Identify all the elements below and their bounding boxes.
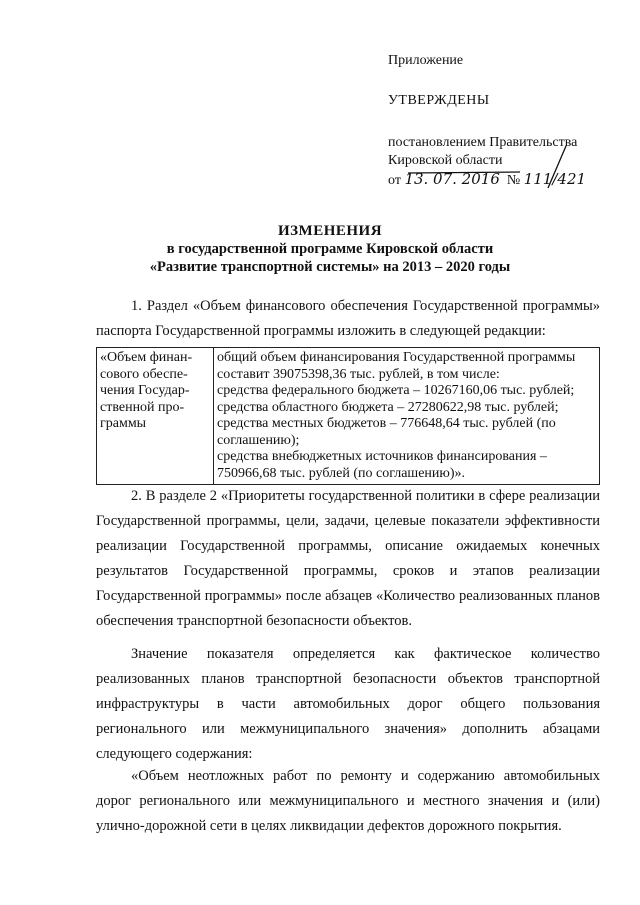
date-prefix: от: [388, 173, 401, 188]
financing-label-line: «Объем финан-: [100, 350, 193, 365]
financing-label-line: граммы: [100, 416, 147, 431]
financing-local: средства местных бюджетов – 776648,64 тыс. рублей (по соглашению);: [217, 416, 556, 448]
number-sign: №: [506, 173, 521, 188]
title-line-2: в государственной программе Кировской области: [166, 241, 494, 257]
title-line-3: «Развитие транспортной системы» на 2013 – 2020 годы: [149, 259, 511, 275]
decree-date-number: [388, 170, 618, 190]
paragraph-2: 2. В разделе 2 «Приоритеты государственной политики в сфере реализации Государственной программы, цели, задачи, целевые показатели эффективности реализации Государственной программы, описание ожидаемых конечных результатов Государственной программы, сроков и этапов реализации Государственной программы» после абзацев «Количество реализованных планов обеспечения транспортной безопасности объектов.: [96, 488, 600, 629]
financing-label-line: сового обеспе-: [100, 366, 188, 382]
paragraph-1: 1. Раздел «Объем финансового обеспечения Государственной программы» паспорта Государственной программы изложить в следующей редакции:: [96, 298, 600, 339]
title-main: ИЗМЕНЕНИЯ: [277, 223, 383, 239]
financing-label-line: ственной про-: [100, 399, 185, 415]
financing-total: общий объем финансирования Государственной программы составит 39075398,36 тыс. рублей, в том числе:: [217, 350, 576, 382]
approval-stamp: [388, 44, 618, 190]
approved-label: УТВЕРЖДЕНЫ: [388, 93, 490, 108]
decree-line-2: Кировской области: [388, 153, 503, 168]
financing-federal: средства федерального бюджета – 10267160,06 тыс. рублей;: [217, 383, 575, 398]
table-row: [97, 348, 600, 485]
financing-regional: средства областного бюджета – 27280622,98 тыс. рублей;: [217, 399, 559, 415]
paragraph-3: Значение показателя определяется как фактическое количество реализованных планов транспортной безопасности объектов транспортной инфраструктуры в части автомобильных дорог общего пользования регионального или межмуниципального значения» дополнить абзацами следующего содержания:: [96, 646, 600, 762]
financing-label-line: чения Государ-: [100, 383, 190, 398]
financing-extrabudgetary: средства внебюджетных источников финансирования – 750966,68 тыс. рублей (по соглашению)».: [217, 449, 547, 481]
table-cell-left: [97, 348, 214, 485]
handwritten-number: 111/421: [523, 170, 587, 188]
table-cell-right: [214, 348, 600, 485]
document-title: [70, 222, 590, 276]
handwritten-date: 13. 07. 2016: [404, 170, 500, 188]
financing-table: [96, 347, 600, 485]
decree-line-1: постановлением Правительства: [388, 135, 578, 150]
annex-label: Приложение: [388, 53, 464, 68]
financing-label: [100, 350, 210, 433]
paragraph-4: «Объем неотложных работ по ремонту и содержанию автомобильных дорог регионального или межмуниципального и местного значения и (или) улично-дорожной сети в целях ликвидации дефектов дорожного покрытия.: [96, 768, 600, 834]
